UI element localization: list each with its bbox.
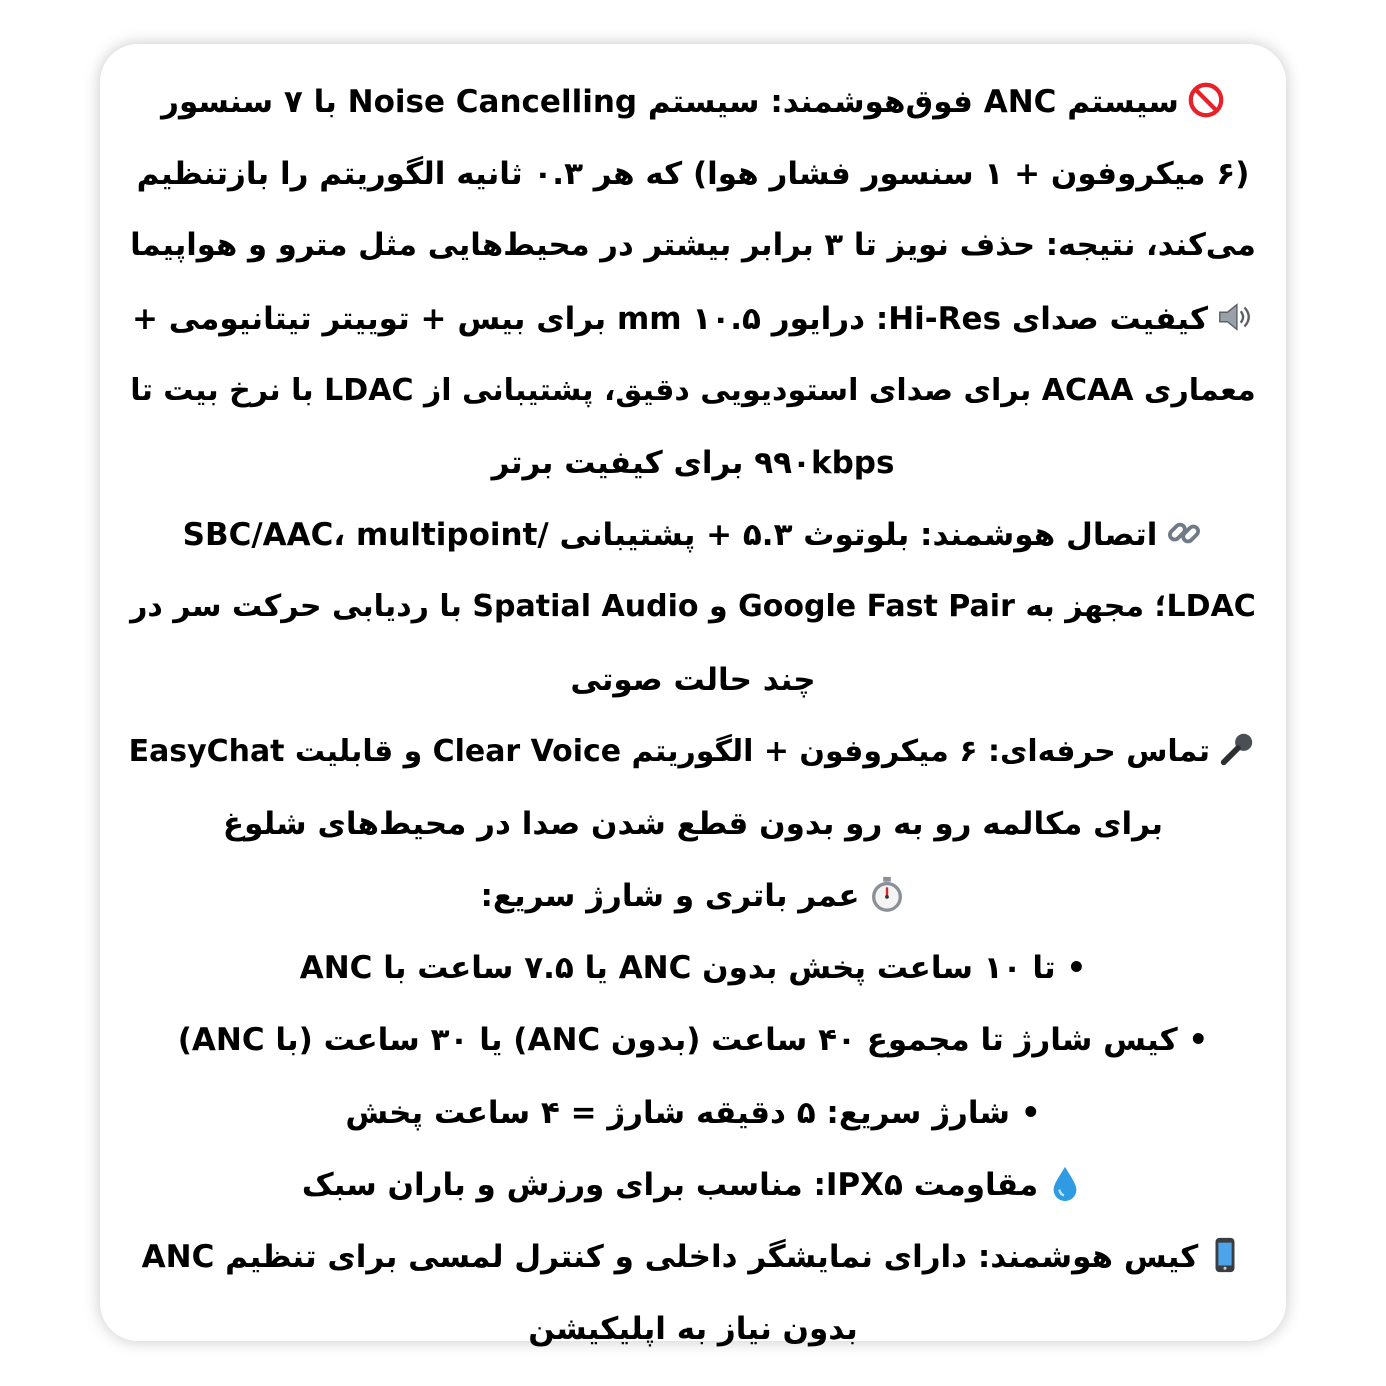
text-line: سیستم ANC فوق‌هوشمند: سیستم Noise Cancelling با ۷ سنسور <box>130 66 1256 138</box>
water-drop-icon <box>1046 1164 1084 1202</box>
text-line: معماری ACAA برای صدای استودیویی دقیق، پشتیبانی از LDAC با نرخ بیت تا <box>130 372 1256 408</box>
feature-hi-res <box>130 283 1256 500</box>
feature-calls <box>130 716 1256 860</box>
bullet-line: • شارژ سریع: ۵ دقیقه شارژ = ۴ ساعت پخش <box>345 1094 1041 1131</box>
text-line: عمر باتری و شارژ سریع: <box>130 860 1256 932</box>
text-line: تماس حرفه‌ای: ۶ میکروفون + الگوریتم Clear Voice و قابلیت EasyChat <box>130 716 1256 788</box>
text-line: (۶ میکروفون + ۱ سنسور فشار هوا) که هر ۰.۳ ثانیه الگوریتم را بازتنظیم <box>136 156 1250 193</box>
text-line: کیفیت صدای Hi-Res: درایور ۱۰.۵ mm برای بیس + توییتر تیتانیومی + <box>130 283 1256 355</box>
bullet-line: • تا ۱۰ ساعت پخش بدون ANC یا ۷.۵ ساعت با ANC <box>299 950 1087 987</box>
link-icon <box>1165 514 1203 552</box>
text-line: ۹۹۰kbps برای کیفیت برتر <box>491 444 895 481</box>
mobile-phone-icon <box>1206 1236 1244 1274</box>
feature-water-resistance <box>130 1149 1256 1221</box>
text-line: کیس هوشمند: دارای نمایشگر داخلی و کنترل لمسی برای تنظیم ANC <box>130 1221 1256 1293</box>
text-line: چند حالت صوتی <box>570 661 816 698</box>
stopwatch-icon <box>868 875 906 913</box>
text-line: اتصال هوشمند: بلوتوث ۵.۳ + پشتیبانی /SBC/AAC، multipoint <box>130 499 1256 571</box>
text-line: مقاومت IPX۵: مناسب برای ورزش و باران سبک <box>130 1149 1256 1221</box>
speaker-icon <box>1216 298 1254 336</box>
bullet-line: • کیس شارژ تا مجموع ۴۰ ساعت (بدون ANC) یا ۳۰ ساعت (با ANC) <box>177 1022 1209 1059</box>
text-line: می‌کند، نتیجه: حذف نویز تا ۳ برابر بیشتر در محیط‌هایی مثل مترو و هواپیما <box>130 228 1256 264</box>
content-card <box>100 44 1286 1348</box>
microphone-icon <box>1218 730 1256 768</box>
no-entry-icon <box>1187 81 1225 119</box>
feature-connection <box>130 499 1256 716</box>
feature-smart-case <box>130 1221 1256 1365</box>
feature-anc <box>130 66 1256 283</box>
feature-text <box>130 66 1256 1365</box>
feature-battery <box>130 860 1256 1149</box>
text-line: برای مکالمه رو به رو بدون قطع شدن صدا در محیط‌های شلوغ <box>222 805 1164 842</box>
text-line: بدون نیاز به اپلیکیشن <box>528 1311 858 1348</box>
text-line: LDAC؛ مجهز به Google Fast Pair و Spatial Audio با ردیابی حرکت سر در <box>130 589 1256 625</box>
